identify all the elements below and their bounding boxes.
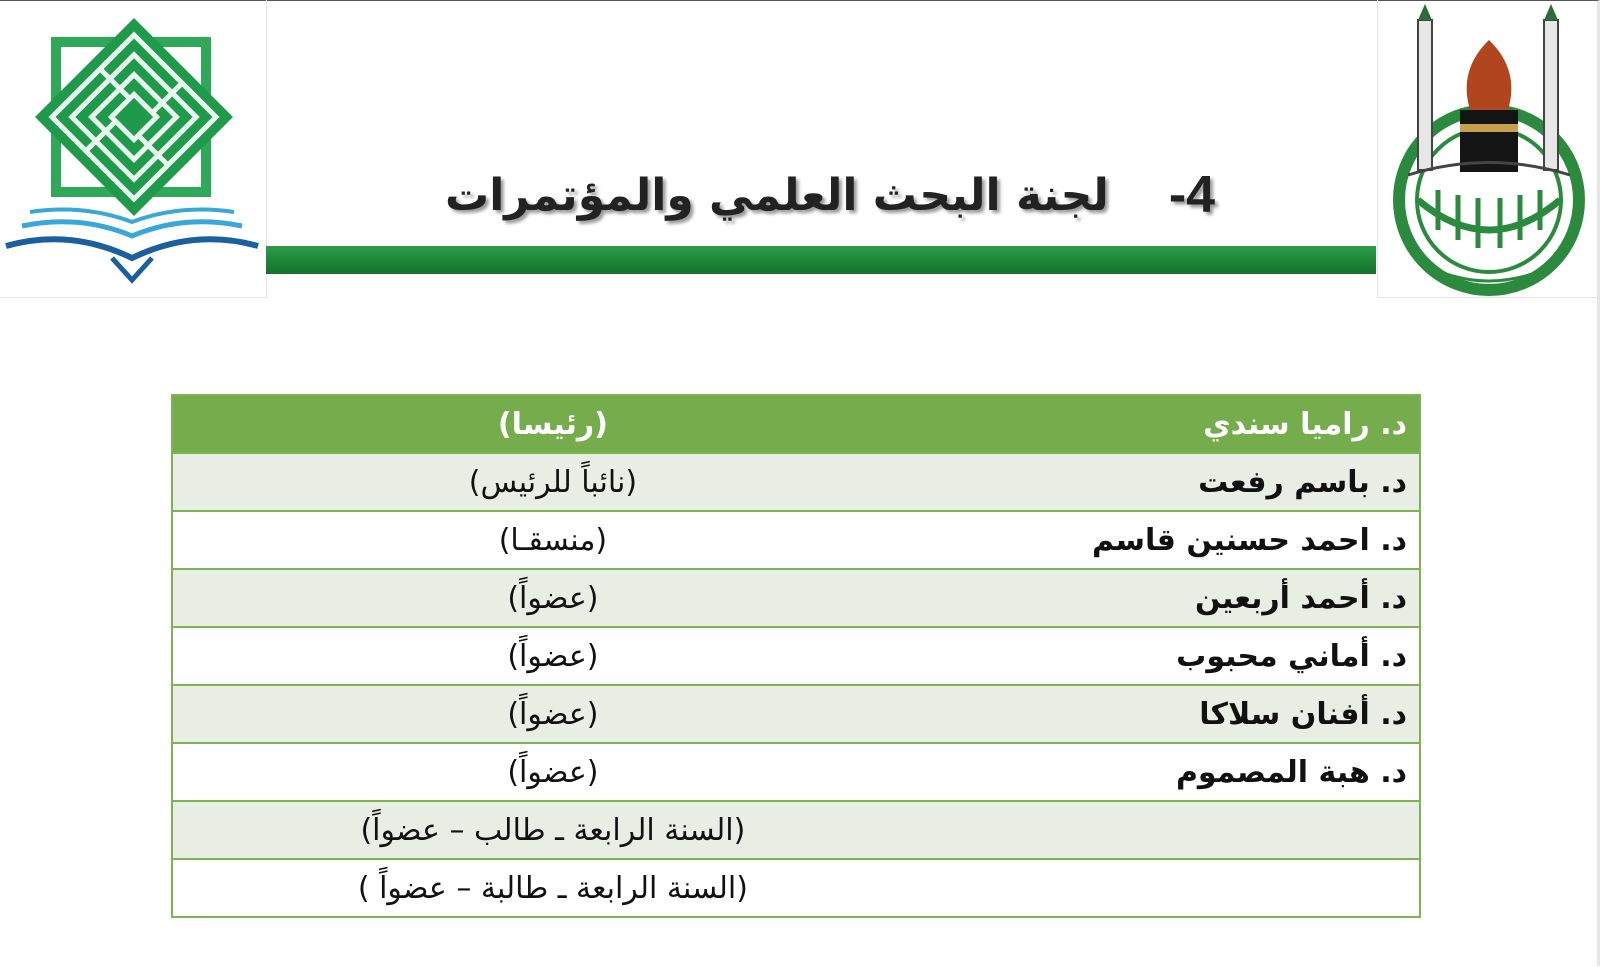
slide-title <box>445 160 1216 230</box>
member-role: (عضواً) <box>507 580 599 616</box>
title-underline-bar <box>266 246 1376 274</box>
member-role: (منسقـا) <box>498 522 608 558</box>
table-row <box>172 453 1420 511</box>
table-row <box>172 627 1420 685</box>
member-role: (السنة الرابعة ـ طالبة – عضواً ) <box>357 870 748 906</box>
member-name: د. باسم رفعت <box>793 453 1420 511</box>
member-name: د. راميا سندي <box>793 395 1420 453</box>
table-row <box>172 801 1420 859</box>
table-row <box>172 685 1420 743</box>
table-row <box>172 859 1420 917</box>
member-role: (عضواً) <box>507 754 599 790</box>
umm-al-qura-university-seal-icon <box>1378 0 1600 297</box>
table-row <box>172 743 1420 801</box>
kufic-calligraphy-book-logo-icon <box>0 0 266 297</box>
section-number: 4- <box>1168 166 1216 224</box>
member-name <box>793 859 1420 917</box>
member-name: د. هبة المصموم <box>793 743 1420 801</box>
member-role: (عضواً) <box>507 696 599 732</box>
table-row <box>172 395 1420 453</box>
member-name: د. أماني محبوب <box>793 627 1420 685</box>
member-role: (عضواً) <box>507 638 599 674</box>
college-logo <box>0 0 267 298</box>
title-text: لجنة البحث العلمي والمؤتمرات <box>445 169 1109 221</box>
member-name: د. أحمد أربعين <box>793 569 1420 627</box>
member-role: (رئيسا) <box>497 406 608 442</box>
member-name: د. احمد حسنين قاسم <box>793 511 1420 569</box>
university-logo <box>1377 0 1600 298</box>
member-name: د. أفنان سلاكا <box>793 685 1420 743</box>
committee-table <box>171 394 1421 918</box>
table-row <box>172 569 1420 627</box>
member-role: (السنة الرابعة ـ طالب – عضواً) <box>360 812 746 848</box>
member-role: (نائباً للرئيس) <box>468 464 638 500</box>
member-name <box>793 801 1420 859</box>
table-row <box>172 511 1420 569</box>
